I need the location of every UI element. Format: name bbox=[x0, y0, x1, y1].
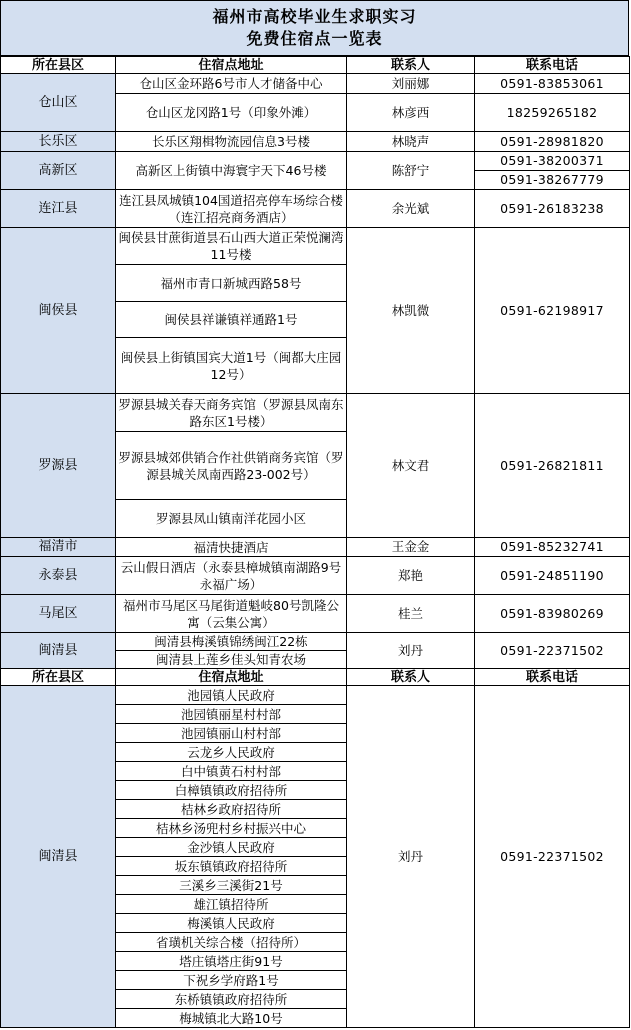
header-phone: 联系电话 bbox=[475, 669, 630, 686]
table-row bbox=[1, 538, 630, 557]
lodging-table bbox=[0, 56, 630, 1028]
phone-cell: 0591-28981820 bbox=[475, 132, 630, 152]
region-cell: 福清市 bbox=[1, 538, 116, 557]
address-cell: 罗源县城关春天商务宾馆（罗源县凤南东路东区1号楼） bbox=[116, 394, 347, 432]
header-phone: 联系电话 bbox=[475, 57, 630, 74]
section2-body bbox=[1, 686, 630, 1028]
address-cell: 罗源县城郊供销合作社供销商务宾馆（罗源县城关凤南西路23-002号） bbox=[116, 432, 347, 500]
header-contact: 联系人 bbox=[347, 669, 475, 686]
address-cell: 罗源县凤山镇南洋花园小区 bbox=[116, 500, 347, 538]
region-cell: 闽侯县 bbox=[1, 228, 116, 394]
address-cell: 福清快捷酒店 bbox=[116, 538, 347, 557]
phone-cell: 0591-83980269 bbox=[475, 595, 630, 633]
address-cell: 连江县凤城镇104国道招亮停车场综合楼（连江招亮商务酒店） bbox=[116, 190, 347, 228]
address-cell: 三溪乡三溪街21号 bbox=[116, 876, 347, 895]
region-cell: 罗源县 bbox=[1, 394, 116, 538]
table-row bbox=[1, 394, 630, 432]
phone-cell: 0591-38200371 bbox=[475, 152, 630, 171]
phone-cell: 0591-26821811 bbox=[475, 394, 630, 538]
address-cell: 池园镇人民政府 bbox=[116, 686, 347, 705]
address-cell: 下祝乡学府路1号 bbox=[116, 971, 347, 990]
region-cell: 长乐区 bbox=[1, 132, 116, 152]
contact-cell: 林彦西 bbox=[347, 94, 475, 132]
table-row bbox=[1, 557, 630, 595]
title-line-1: 福州市高校毕业生求职实习 bbox=[212, 7, 417, 26]
header-region: 所在县区 bbox=[1, 57, 116, 74]
phone-cell: 18259265182 bbox=[475, 94, 630, 132]
address-cell: 闽清县上莲乡佳头知青农场 bbox=[116, 651, 347, 669]
phone-cell: 0591-24851190 bbox=[475, 557, 630, 595]
address-cell: 雄江镇招待所 bbox=[116, 895, 347, 914]
address-cell: 塔庄镇塔庄街91号 bbox=[116, 952, 347, 971]
address-cell: 长乐区翔楫物流园信息3号楼 bbox=[116, 132, 347, 152]
address-cell: 仓山区金环路6号市人才储备中心 bbox=[116, 74, 347, 94]
contact-cell: 刘丹 bbox=[347, 686, 475, 1028]
address-cell: 闽清县梅溪镇锦绣闽江22栋 bbox=[116, 633, 347, 651]
table-row bbox=[1, 228, 630, 265]
address-cell: 金沙镇人民政府 bbox=[116, 838, 347, 857]
table-row bbox=[1, 633, 630, 651]
contact-cell: 郑艳 bbox=[347, 557, 475, 595]
header-address: 住宿点地址 bbox=[116, 57, 347, 74]
phone-cell: 0591-26183238 bbox=[475, 190, 630, 228]
contact-cell: 桂兰 bbox=[347, 595, 475, 633]
address-cell: 池园镇丽星村村部 bbox=[116, 705, 347, 724]
contact-cell: 刘丹 bbox=[347, 633, 475, 669]
region-cell: 闽清县 bbox=[1, 633, 116, 669]
contact-cell: 余光斌 bbox=[347, 190, 475, 228]
contact-cell: 林文君 bbox=[347, 394, 475, 538]
region-cell: 仓山区 bbox=[1, 74, 116, 132]
header-row bbox=[1, 669, 630, 686]
phone-cell: 0591-83853061 bbox=[475, 74, 630, 94]
address-cell: 高新区上街镇中海寰宇天下46号楼 bbox=[116, 152, 347, 190]
contact-cell: 王金金 bbox=[347, 538, 475, 557]
address-cell: 东桥镇镇政府招待所 bbox=[116, 990, 347, 1009]
contact-cell: 林晓声 bbox=[347, 132, 475, 152]
address-cell: 仓山区龙冈路1号（印象外滩） bbox=[116, 94, 347, 132]
header-contact: 联系人 bbox=[347, 57, 475, 74]
phone-cell: 0591-62198917 bbox=[475, 228, 630, 394]
table-row bbox=[1, 686, 630, 705]
table-row bbox=[1, 132, 630, 152]
address-cell: 桔林乡汤兜村乡村振兴中心 bbox=[116, 819, 347, 838]
title-banner bbox=[0, 0, 629, 56]
address-cell: 白中镇黄石村村部 bbox=[116, 762, 347, 781]
table-row bbox=[1, 595, 630, 633]
title-line-2: 免费住宿点一览表 bbox=[246, 29, 383, 48]
contact-cell: 陈舒宁 bbox=[347, 152, 475, 190]
table-row bbox=[1, 152, 630, 171]
address-cell: 梅城镇北大路10号 bbox=[116, 1009, 347, 1028]
address-cell: 梅溪镇人民政府 bbox=[116, 914, 347, 933]
address-cell: 闽侯县上街镇国宾大道1号（闽都大庄园12号） bbox=[116, 338, 347, 394]
address-cell: 池园镇丽山村村部 bbox=[116, 724, 347, 743]
header-row bbox=[1, 57, 630, 74]
region-cell: 永泰县 bbox=[1, 557, 116, 595]
phone-cell: 0591-38267779 bbox=[475, 171, 630, 190]
address-cell: 白樟镇镇政府招待所 bbox=[116, 781, 347, 800]
address-cell: 坂东镇镇政府招待所 bbox=[116, 857, 347, 876]
phone-cell: 0591-22371502 bbox=[475, 686, 630, 1028]
contact-cell: 刘丽娜 bbox=[347, 74, 475, 94]
address-cell: 闽侯县甘蔗街道昙石山西大道正荣悦澜湾11号楼 bbox=[116, 228, 347, 265]
address-cell: 桔林乡政府招待所 bbox=[116, 800, 347, 819]
address-cell: 闽侯县祥谦镇祥通路1号 bbox=[116, 302, 347, 338]
address-cell: 云山假日酒店（永泰县樟城镇南湖路9号永福广场） bbox=[116, 557, 347, 595]
phone-cell: 0591-85232741 bbox=[475, 538, 630, 557]
address-cell: 云龙乡人民政府 bbox=[116, 743, 347, 762]
header-address: 住宿点地址 bbox=[116, 669, 347, 686]
header-region: 所在县区 bbox=[1, 669, 116, 686]
region-cell: 连江县 bbox=[1, 190, 116, 228]
address-cell: 福州市马尾区马尾街道魁岐80号凯隆公寓（云集公寓） bbox=[116, 595, 347, 633]
region-cell: 闽清县 bbox=[1, 686, 116, 1028]
address-cell: 省璜机关综合楼（招待所） bbox=[116, 933, 347, 952]
phone-cell: 0591-22371502 bbox=[475, 633, 630, 669]
contact-cell: 林凯微 bbox=[347, 228, 475, 394]
region-cell: 高新区 bbox=[1, 152, 116, 190]
region-cell: 马尾区 bbox=[1, 595, 116, 633]
address-cell: 福州市青口新城西路58号 bbox=[116, 265, 347, 302]
table-row bbox=[1, 74, 630, 94]
table-row bbox=[1, 190, 630, 228]
